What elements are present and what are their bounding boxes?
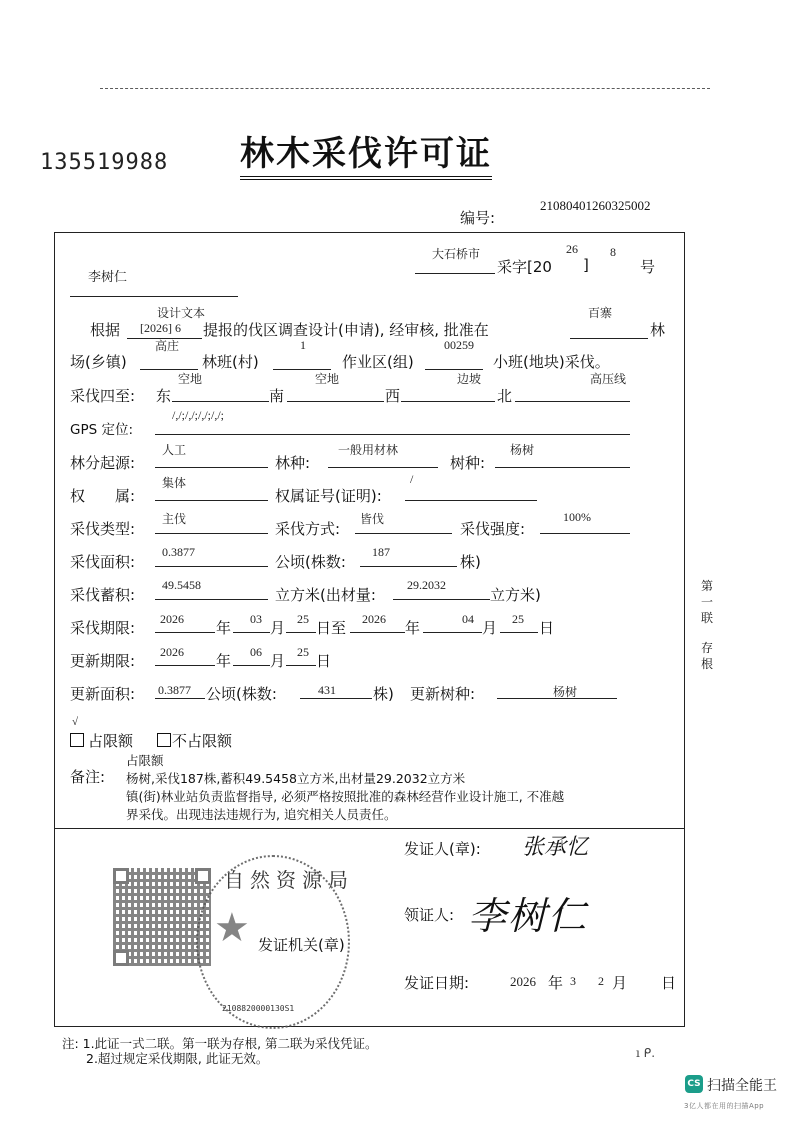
renew-year: 2026 [160, 645, 184, 659]
period-start-month-underline [233, 632, 270, 633]
period-end-month-char: 月 [482, 619, 498, 637]
area-label: 采伐面积: [70, 553, 136, 571]
watermark-tagline: 3亿人都在用的扫描App [684, 1102, 765, 1110]
basis-ref: [2026] 6 [140, 321, 181, 335]
renew-day-char: 日 [316, 652, 332, 670]
quota-checkbox[interactable] [70, 733, 84, 747]
species-label: 树种: [450, 454, 486, 472]
footer-mark: ı ᑭ. [636, 1046, 656, 1060]
north-label: 北 [497, 387, 513, 405]
authority-label: 发证机关(章) [258, 936, 345, 954]
ownership-cert-label: 权属证号(证明): [275, 487, 382, 505]
cut-intensity-value: 100% [563, 510, 591, 524]
township-label: 场(乡镇) [70, 353, 127, 371]
date-day-char: 日 [661, 974, 677, 992]
cut-method-value: 皆伐 [360, 512, 385, 526]
period-start-year: 2026 [160, 612, 184, 626]
west-label: 西 [385, 387, 401, 405]
city-underline [415, 273, 495, 274]
number-label: 编号: [460, 209, 496, 227]
city-value: 大石桥市 [432, 247, 481, 261]
area-underline [155, 566, 268, 567]
north-value: 高压线 [590, 372, 627, 386]
renew-day: 25 [297, 645, 309, 659]
species-value: 杨树 [510, 443, 535, 457]
permit-year: 26 [566, 242, 578, 256]
quota-option-label: 占限额 [88, 732, 134, 750]
forest-type-value: 一般用材林 [338, 443, 399, 457]
renew-month-char: 月 [270, 652, 286, 670]
camscanner-logo-icon: CS [685, 1075, 703, 1093]
work-area: 00259 [444, 338, 474, 352]
volume-value: 49.5458 [162, 578, 201, 592]
origin-underline [155, 467, 268, 468]
renew-area-value: 0.3877 [158, 683, 191, 697]
east-value: 空地 [178, 372, 203, 386]
cut-method-underline [355, 533, 452, 534]
period-start-day: 25 [297, 612, 309, 626]
basis-doc: 设计文本 [157, 306, 206, 320]
cut-intensity-underline [540, 533, 630, 534]
ownership-value: 集体 [162, 476, 187, 490]
seal-star-icon: ★ [214, 905, 250, 951]
renew-trees-underline [300, 698, 372, 699]
origin-value: 人工 [162, 443, 187, 457]
applicant-name: 李树仁 [88, 269, 128, 284]
period-label: 采伐期限: [70, 619, 136, 637]
remarks-label: 备注: [70, 768, 106, 786]
renew-period-label: 更新期限: [70, 652, 136, 670]
period-end-year-underline [350, 632, 405, 633]
serial-number: 135519988 [40, 150, 169, 175]
basis-text: 提报的伐区调查设计(申请), 经审核, 批准在 [203, 321, 489, 339]
applicant-underline [70, 296, 238, 297]
renew-month: 06 [250, 645, 262, 659]
volume-label: 采伐蓄积: [70, 586, 136, 604]
cut-type-value: 主伐 [162, 512, 187, 526]
issuer-label: 发证人(章): [404, 840, 481, 858]
footer-note-1: 注: 1.此证一式二联。第一联为存根, 第二联为采伐凭证。 [62, 1036, 378, 1051]
remarks-line4: 界采伐。出现违法违规行为, 追究相关人员责任。 [126, 807, 397, 822]
period-start-year-underline [155, 632, 215, 633]
period-end-year-char: 年 [405, 619, 421, 637]
side-copy-label: 第一联 [700, 579, 713, 625]
period-end-day-underline [500, 632, 538, 633]
receiver-signature: 李树仁 [468, 894, 589, 938]
trees-unit: 株) [460, 553, 481, 571]
renew-year-char: 年 [216, 652, 232, 670]
qr-finder-top-right [195, 868, 211, 884]
cut-method-label: 采伐方式: [275, 520, 341, 538]
remarks-line1: 占限额 [126, 753, 164, 768]
no-quota-checkbox[interactable] [157, 733, 171, 747]
south-underline [287, 401, 384, 402]
sub-ban-label: 小班(地块)采伐。 [493, 353, 610, 371]
qr-finder-bottom-left [113, 950, 129, 966]
date-label: 发证日期: [404, 974, 470, 992]
renew-species-label: 更新树种: [410, 685, 476, 703]
seal-number: 2108820000130S1 [222, 1004, 295, 1013]
number-value: 21080401260325002 [540, 198, 651, 213]
document-title: 林木采伐许可证 [240, 132, 492, 180]
signature-divider [54, 828, 685, 829]
period-start-month: 03 [250, 612, 262, 626]
renew-trees-value: 431 [318, 683, 336, 697]
side-stub-label: 存根 [700, 641, 713, 671]
forest-type-label: 林种: [275, 454, 311, 472]
forest-farm: 百寨 [588, 306, 613, 320]
renew-year-underline [155, 665, 215, 666]
permit-prefix: 采字[20 [497, 258, 552, 276]
renew-day-underline [286, 665, 316, 666]
west-underline [401, 401, 495, 402]
quota-check-mark: √ [72, 716, 79, 728]
volume-unit: 立方米(出材量: [275, 586, 376, 604]
watermark-app-name: 扫描全能王 [707, 1078, 777, 1094]
gps-value: /,/;/,/;/,/;/,/; [172, 408, 225, 422]
no-quota-option-label: 不占限额 [172, 732, 233, 750]
renew-species-underline [497, 698, 617, 699]
ownership-cert-underline [405, 500, 537, 501]
renew-trees-unit: 株) [373, 685, 394, 703]
period-day-char: 日 [539, 619, 555, 637]
south-value: 空地 [315, 372, 340, 386]
farm-suffix: 林 [650, 321, 666, 339]
date-year-char: 年 [548, 974, 564, 992]
work-area-label: 作业区(组) [342, 353, 414, 371]
seal-text: 自然资源局 [224, 868, 354, 892]
basis-label: 根据 [90, 321, 121, 339]
date-month-char: 月 [612, 974, 628, 992]
cut-type-underline [155, 533, 268, 534]
permit-bracket: ] [583, 256, 589, 274]
renew-month-underline [233, 665, 270, 666]
cut-type-label: 采伐类型: [70, 520, 136, 538]
receiver-label: 领证人: [404, 906, 455, 924]
gps-underline [155, 434, 630, 435]
timber-output-underline [393, 599, 490, 600]
timber-output-value: 29.2032 [407, 578, 446, 592]
trees-underline [360, 566, 457, 567]
period-end-month: 04 [462, 612, 474, 626]
period-day-to: 日至 [316, 619, 347, 637]
area-unit: 公顷(株数: [275, 553, 346, 571]
ownership-cert-value: / [410, 472, 414, 486]
remarks-line3: 镇(街)林业站负责监督指导, 必须严格按照批准的森林经营作业设计施工, 不准越 [126, 789, 565, 804]
date-day-stamp: 2 [598, 974, 604, 988]
renew-species-value: 杨树 [553, 685, 578, 699]
lin-ban: 1 [300, 338, 306, 352]
footer-note-2: 2.超过规定采伐期限, 此证无效。 [86, 1051, 269, 1066]
period-end-year: 2026 [362, 612, 386, 626]
gps-label: GPS 定位: [70, 422, 134, 438]
species-underline [495, 467, 630, 468]
period-end-month-underline [423, 632, 482, 633]
permit-suffix: 号 [640, 258, 656, 276]
west-value: 边坡 [457, 372, 482, 386]
renew-area-unit: 公顷(株数: [206, 685, 277, 703]
period-month-char: 月 [270, 619, 286, 637]
volume-underline [155, 599, 268, 600]
date-month-stamp: 3 [570, 974, 576, 988]
trees-value: 187 [372, 545, 390, 559]
south-label: 南 [269, 387, 285, 405]
origin-label: 林分起源: [70, 454, 136, 472]
renew-area-label: 更新面积: [70, 685, 136, 703]
timber-unit: 立方米) [490, 586, 541, 604]
cut-intensity-label: 采伐强度: [460, 520, 526, 538]
east-label: 东 [156, 387, 172, 405]
forest-farm-underline [570, 338, 648, 339]
period-year-char: 年 [216, 619, 232, 637]
top-dashed-rule [100, 88, 710, 89]
ownership-label: 权 属: [70, 487, 136, 505]
forest-type-underline [328, 467, 438, 468]
ownership-underline [155, 500, 268, 501]
township: 高庄 [155, 339, 180, 353]
area-value: 0.3877 [162, 545, 195, 559]
qr-finder-top-left [113, 868, 129, 884]
remarks-line2: 杨树,采伐187株,蓄积49.5458立方米,出材量29.2032立方米 [126, 771, 466, 786]
period-end-day: 25 [512, 612, 524, 626]
boundaries-label: 采伐四至: [70, 387, 136, 405]
north-underline [515, 401, 630, 402]
renew-area-underline [155, 698, 205, 699]
permit-no: 8 [610, 245, 616, 259]
period-start-day-underline [286, 632, 316, 633]
date-year: 2026 [510, 974, 536, 989]
issuer-signature: 张承忆 [522, 835, 589, 860]
east-underline [172, 401, 269, 402]
lin-ban-label: 林班(村) [202, 353, 259, 371]
